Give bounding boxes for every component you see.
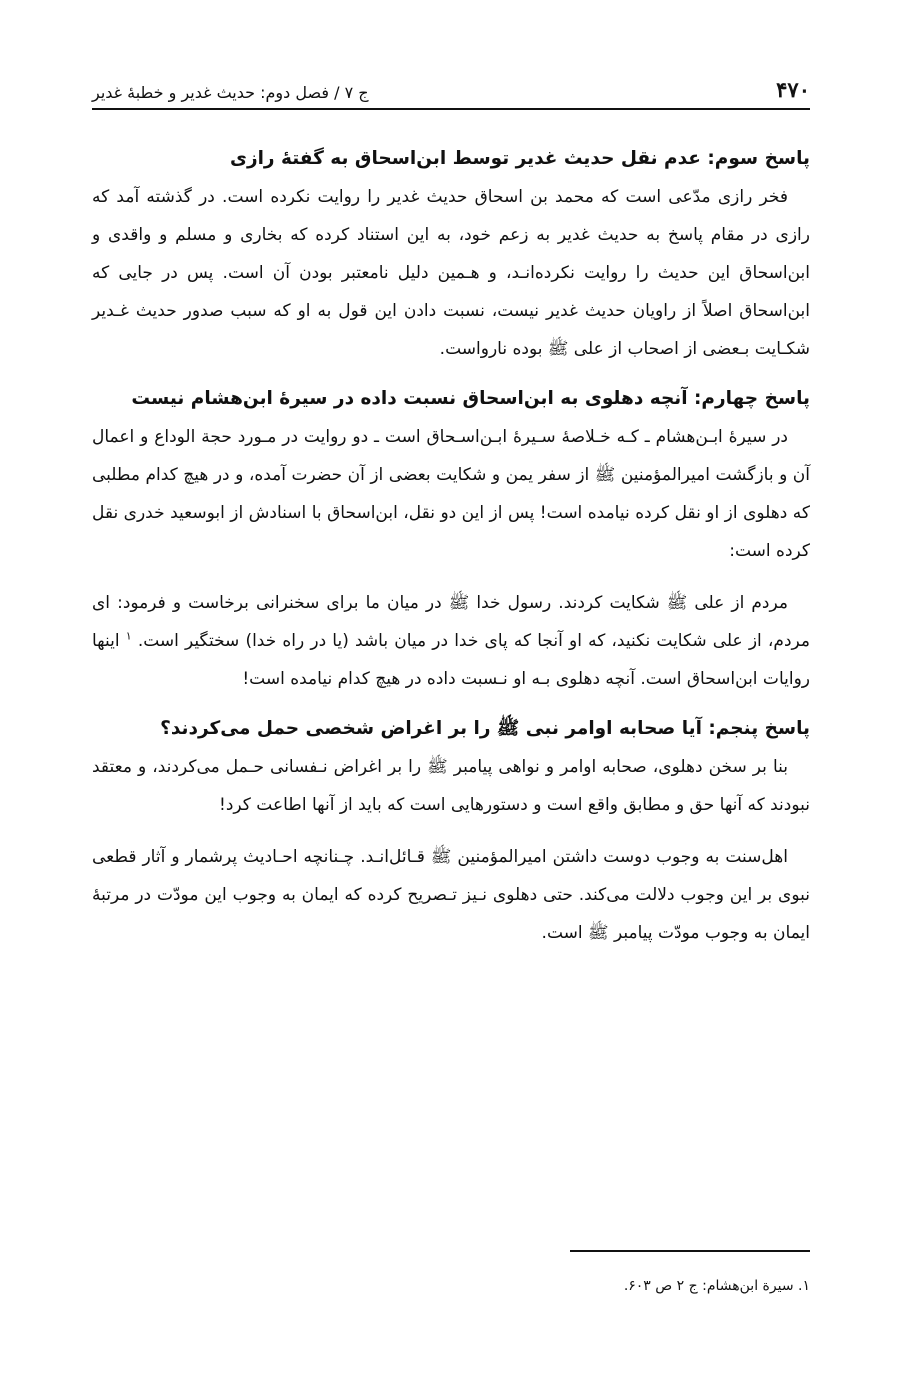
body-paragraph: بنا بر سخن دهلوی، صحابه اوامر و نواهی پيامبر ﷺ را بر اغراض نـفسانی حـمل می‌کردند، و معتقد نبودند که آنها حق و مطابق واقع است و دستورهايی است که بايد از آنها اطاعت کرد! <box>92 757 810 815</box>
running-header-title: ج ۷ / فصل دوم: حديث غدير و خطبۀ غدير <box>92 83 369 102</box>
footnote: ۱. سيرة ابن‌هشام: ج ۲ ص ۶۰۳. <box>623 1278 810 1294</box>
page-body <box>92 140 810 952</box>
running-header <box>92 70 810 110</box>
quoted-narration <box>92 584 810 698</box>
quote-continuation: اينها روايات ابن‌اسحاق است. آنچه دهلوی بـه او نـسبت داده در هيچ کدام نيامده است! <box>92 631 810 689</box>
body-paragraph: اهل‌سنت به وجوب دوست داشتن اميرالمؤمنين ﷺ قـائل‌انـد. چـنانچه احـاديث پرشمار و آثار قطعی نبوی بر اين وجوب دلالت می‌کند. حتی دهلوی نـيز تـصريح کرده که ايمان به وجوب اين مودّت در مرتبۀ ايمان به وجوب مودّت پيامبر ﷺ است. <box>92 847 810 943</box>
section-heading-5: پاسخ پنجم: آيا صحابه اوامر نبی ﷺ را بر اغراض شخصی حمل می‌کردند؟ <box>160 718 810 739</box>
section-heading-3: پاسخ سوم: عدم نقل حديث غدير توسط ابن‌اسحاق به گفتۀ رازی <box>229 148 810 169</box>
body-paragraph: فخر رازی مدّعی است که محمد بن اسحاق حديث غدير را روايت نکرده است. در گذشته آمد که رازی در مقام پاسخ به حديث غدير به زعم خود، به اين استناد کرده که بخاری و مسلم و واقدی و ابن‌اسحاق اين حديث را روايت نکرده‌انـد، و هـمين دليل نامعتبر بودن آن است. پس در جايی که ابن‌اسحاق اصلاً از راويان حديث غدير نيست، نسبت دادن اين قول به او که سبب صدور حديث غـدير شکـايت بـعضی از اصحاب از علی ﷺ بوده نارواست. <box>92 187 810 359</box>
section-heading-4: پاسخ چهارم: آنچه دهلوی به ابن‌اسحاق نسبت داده در سيرۀ ابن‌هشام نيست <box>131 388 810 409</box>
page-number: ۴۷۰ <box>776 77 810 102</box>
body-paragraph: در سيرۀ ابـن‌هشام ـ کـه خـلاصۀ سـيرۀ ابـن‌اسـحاق است ـ دو روايت در مـورد حجة الوداع و اعمال آن و بازگشت اميرالمؤمنين ﷺ از سفر يمن و شکايت بعضی از آن حضرت آمده، و در هيچ کدام مطلبی که دهلوی از او نقل کرده نيامده است! پس از اين دو نقل، ابن‌اسحاق با اسنادش از ابوسعيد خدری نقل کرده است: <box>92 427 810 561</box>
footnote-marker: ۱ <box>125 629 132 643</box>
quote-text: مردم از علی ﷺ شکايت کردند. رسول خدا ﷺ در ميان ما برای سخنرانی برخاست و فرمود: ای مردم، از علی شکايت نکنيد، که او آنجا که پای خدا در ميان باشد (يا در راه خدا) سختگير است. <box>92 593 811 651</box>
footnote-divider <box>570 1250 810 1252</box>
